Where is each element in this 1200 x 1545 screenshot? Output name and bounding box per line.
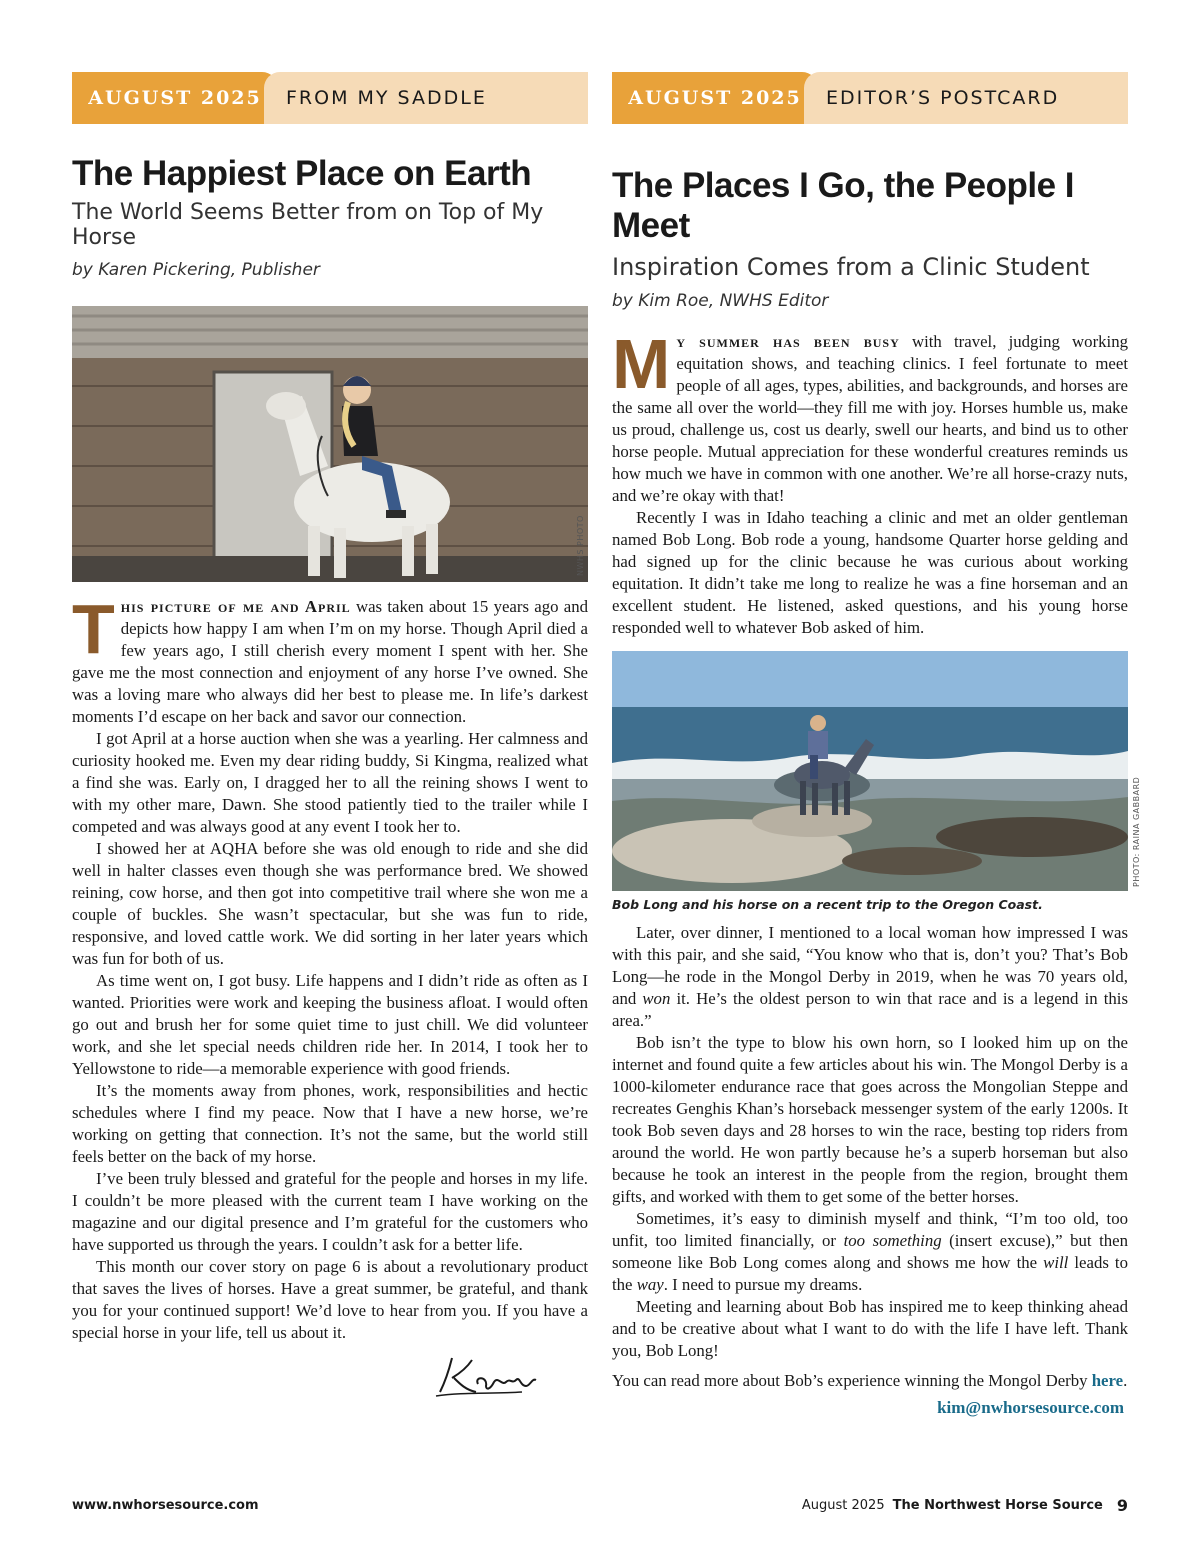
here-link[interactable]: here	[1091, 1370, 1124, 1390]
body-paragraph	[612, 922, 1128, 1032]
paragraph-text: .	[1123, 1370, 1128, 1390]
coast-photo-illustration	[612, 651, 1128, 891]
paragraph-text: leads to the	[612, 1252, 1128, 1294]
arena-photo-illustration	[72, 306, 588, 582]
body-paragraph: Meeting and learning about Bob has inspired me to keep thinking ahead and to be creative about what I want to do with the life I have left. Thank you, Bob Long!	[612, 1296, 1128, 1360]
paragraph-text: . I need to pursue my dreams.	[663, 1274, 863, 1294]
paragraph-text: Sometimes, it’s easy to diminish myself and think, “I’m too old, too unfit, too limited financially, or	[612, 1208, 1128, 1250]
body-paragraph: This month our cover story on page 6 is about a revolutionary product that saves the lives of horses. Have a great summer, be grateful, and thank you for your continued support! We’d love to hear from you. If you have a special horse in your life, tell us about it.	[72, 1257, 588, 1343]
lead-in-caps: his picture of me and April	[120, 597, 351, 617]
paragraph-text: You can read more about Bob’s experience winning the Mongol Derby	[612, 1370, 1092, 1390]
body-paragraph: I got April at a horse auction when she was a yearling. Her calmness and curiosity hooked me. Even my dear riding buddy, Si Kingma, realized what a find she was. Early on, I dragged her to all the reining shows I went to with my other mare, Dawn. She stood patiently tied to the trailer while I competed and was always good at any event I took her to.	[72, 729, 588, 837]
magazine-name: The Northwest Horse Source	[892, 1498, 1103, 1513]
section-label: FROM MY SADDLE	[264, 72, 588, 124]
section-header	[612, 72, 1128, 124]
lead-paragraph	[612, 324, 1128, 507]
paragraph-text: Later, over dinner, I mentioned to a local woman how impressed I was with this pair, and she said, “You know who that is, don’t you? That’s Bob Long—he rode in the Mongol Derby in 2019, when he was 70 years old, and	[612, 922, 1128, 1008]
paragraph-text: it. He’s the oldest person to win that race and is a legend in this area.”	[612, 988, 1128, 1030]
lead-paragraph-text: with travel, judging working equitation shows, and teaching clinics. I feel fortunate to meet people of all ages, types, abilities, and backgrounds, and horses are the same all over the world—they fill me with joy. Horses humble us, make us proud, challenge us, cost us dearly, swell our hearts, and bind us to other horse people. Mutual appreciation for these wonderful creatures reminds us how much we have in common with one another. We’re all horse-crazy nuts, and we’re okay with that!	[612, 331, 1128, 505]
emphasis-text: too something	[843, 1230, 942, 1250]
editor-email-link[interactable]: kim@nwhorsesource.com	[937, 1397, 1124, 1417]
article-subtitle: The World Seems Better from on Top of My Horse	[72, 200, 544, 251]
article-subtitle: Inspiration Comes from a Clinic Student	[612, 252, 1090, 281]
footer-issue: August 2025	[801, 1498, 885, 1513]
article-body	[72, 590, 589, 1344]
article-byline: by Karen Pickering, Publisher	[72, 260, 320, 281]
website-url[interactable]: www.nwhorsesource.com	[72, 1498, 259, 1513]
body-paragraph: I’ve been truly blessed and grateful for the people and horses in my life. I couldn’t be more pleased with the current team I have working on the magazine and our digital presence and I’m grateful for the customers who have supported us through the years. I couldn’t ask for a better life.	[72, 1169, 588, 1255]
section-label: EDITOR’S POSTCARD	[804, 72, 1128, 124]
body-paragraph: Bob isn’t the type to blow his own horn, so I looked him up on the internet and found quite a few articles about his win. The Mongol Derby is a 1000-kilometer endurance race that goes across the Mongolian Steppe and recreates Genghis Khan’s horseback messenger system of the early 1200s. It took Bob seven days and 28 horses to win the race, besting top riders from around the world. He won partly because he’s a superb horseman but also because he took an interest in the people from the region, brought them gifts, and worked with them to get some of the better horses.	[612, 1032, 1128, 1206]
handwritten-signature	[432, 1352, 542, 1402]
lead-paragraph-text: was taken about 15 years ago and depicts how happy I am when I’m on my horse. Though April died a few years ago, I still cherish every moment I spent with her. She gave me the most connection and enjoyment of any horse I’ve owned. She was a loving mare who always did her best to please me. In life’s darkest moments I’d escape on her back and savor our connection.	[72, 597, 589, 727]
article-body-continued	[612, 922, 1128, 1392]
body-paragraph: Recently I was in Idaho teaching a clinic and met an older gentleman named Bob Long. Bob rode a young, handsome Quarter horse gelding and had signed up for the clinic because he was curious about working equitation. It didn’t take me long to realize he was a fine horseman and an excellent student. He listened, asked questions, and his young horse responded well to whatever Bob asked of him.	[612, 507, 1128, 637]
page-number: 9	[1116, 1496, 1128, 1515]
article-title: The Happiest Place on Earth	[72, 154, 532, 193]
photo-caption: Bob Long and his horse on a recent trip to the Oregon Coast.	[612, 896, 1043, 912]
paragraph-text: (insert excuse),” but then someone like Bob Long comes along and shows me how the	[612, 1230, 1128, 1272]
article-title: The Places I Go, the People I Meet	[612, 166, 1075, 246]
body-paragraph	[612, 1208, 1128, 1296]
signature	[72, 1352, 588, 1407]
emphasis-text: way	[636, 1274, 664, 1294]
photo-credit: NWHS PHOTO	[576, 515, 585, 577]
page-footer	[72, 1496, 1128, 1515]
lead-in-caps: y summer has been busy	[676, 331, 900, 351]
issue-month-label: AUGUST 2025	[612, 72, 818, 124]
section-header	[72, 72, 588, 124]
rider-at-oregon-coast-photo	[612, 651, 1141, 891]
article-byline: by Kim Roe, NWHS Editor	[612, 290, 829, 311]
rider-on-white-horse-photo	[72, 306, 588, 582]
body-paragraph: I showed her at AQHA before she was old enough to ride and she did well in halter classes even though she was performance bred. We showed reining, cow horse, and then got into competitive trail where she won me a couple of buckles. She wasn’t spectacular, but she was fun to ride, responsive, and loved cattle work. We did sorting in her later years which was fun for both of us.	[72, 839, 588, 969]
photo-credit: PHOTO: RAINA GABBARD	[1132, 776, 1141, 887]
read-more-paragraph	[612, 1370, 1128, 1392]
article-body	[612, 324, 1128, 639]
drop-cap: M	[612, 324, 671, 403]
body-paragraph: As time went on, I got busy. Life happens and I didn’t ride as often as I wanted. Priorities were work and keeping the business afloat. I would often go out and brush her for some quiet time to just chill. We did volunteer work, and she let special needs children ride her. In 2014, I took her to Yellowstone to ride—a memorable experience with good friends.	[72, 971, 588, 1079]
body-paragraph: It’s the moments away from phones, work, responsibilities and hectic schedules where I find my peace. Now that I have a new horse, we’re working on getting that connection. It’s not the same, but the world still feels better on the back of my horse.	[72, 1081, 588, 1167]
editors-postcard-column	[612, 72, 1141, 1418]
issue-month-label: AUGUST 2025	[72, 72, 278, 124]
from-my-saddle-column	[72, 72, 588, 1407]
drop-cap: T	[72, 590, 115, 669]
lead-paragraph	[72, 590, 589, 728]
emphasis-text: won	[642, 988, 671, 1008]
footer-folio	[802, 1496, 1128, 1515]
emphasis-text: will	[1043, 1252, 1069, 1272]
